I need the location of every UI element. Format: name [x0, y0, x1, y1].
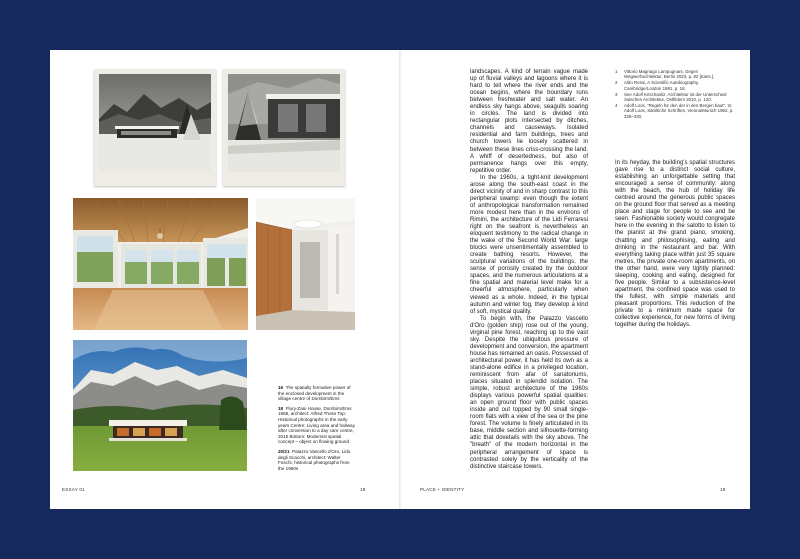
- paragraph: landscapes. A kind of terrain vague made up of fluvial valleys and lagoons where it is hard to tell where the river ends and the ocean begins, where the boundary runs between freshwater and salt water. An endless sky hangs above, seagulls soaring in circles. The land is divided into rectangular plots intersected by ditches, channels and causeways. Isolated residential and farm buildings, trees and church towers lie loosely scattered in between these lines criss-crossing the land. A whiff of desertedness, but also of permanence hangs over this empty, repetitive order.: [470, 69, 588, 174]
- footnote: 2 Aldo Rossi, A Scientific Autobiography, Cambridge/London 1981, p. 16.: [615, 80, 699, 91]
- footnote: 1 Vittorio Magnago Lampugnani, Gegen Wegwerfarchitektur, Berlin 2023, p. 82 [trans.].: [615, 69, 715, 80]
- caption-16: 16 The spatially formative power of the enclosed development in the village centre of Dornbirn/Ems: [278, 385, 351, 402]
- left-footer-section: ESSAY 01: [62, 487, 85, 492]
- body-column-1: [470, 69, 588, 471]
- caption-20-21: 20/21 Palazzo Vascello d'Oro, Lido degli Scacchi, architect: Walter Foschi; historical photographs from the 1960s: [278, 448, 351, 471]
- footnotes: [615, 69, 737, 120]
- caption-18: 18 Flury-Zani House, Dornbirn/Ems 1965, architect: Alfred Thoss Top: Historical photographs in the early years Centre: Living area and hallway after conversion to a day care centre, 2015 Bottom: Modernist spatial concept – object on flowing ground: [278, 405, 355, 445]
- interior-living-area-photo: [73, 198, 248, 330]
- right-page-number: 19: [720, 487, 726, 492]
- interior-hallway-photo: [256, 198, 355, 330]
- exterior-mountain-house-photo: [73, 340, 247, 471]
- historical-photo-2: [223, 69, 345, 186]
- paragraph: In the 1960s, a tight-knit development arose along the south-east coast in the direct vicinity of and in sharp contrast to this peripheral swamp: even though the extent of anthropological transformation remained more modest here than in the environs of Rimini, the architecture of the Lidi Ferraresi right on the seafront is nevertheless an eloquent testimony to the radical change in the wake of the Second World War: large blocks were unsentimentally assembled to create bathing resorts. However, the sculptural variations of the buildings, the sense of porosity created by the outdoor spaces, and the numerous articulations at a fine spatial and material level make for a cheerful atmosphere, particularly when viewed as a whole. Indeed, in the typical autumn and winter fog, they develop a kind of soft, mystical quality.: [470, 174, 588, 315]
- footnote: 4 Adolf Loos, "Regeln für den der in den Bergen baut". In: Adolf Loos, Sämtliche Schriften, Vienna/Munich 1962, p. 329–330.: [615, 103, 734, 119]
- footnote: 3 See Adolf Krischanitz, Architektur ist der Unterschied zwischen Architektur, Ostfildern 2010, p. 120.: [615, 91, 727, 103]
- paragraph: To begin with, the Palazzo Vascello d'Oro (golden ship) rose out of the young, virginal pine forest, reaching up to the vast sky. Despite the ubiquitous pressure of development and conversion, the apartment house has remained an oasis. Possessed of architectural power, it has held its own as a stand-alone edifice in a privileged location, reminiscent from afar of sanatoriums, places situated in splendid isolation. The simple, robust architecture of the 1960s displays various powerful spatial qualities: an open ground floor with public spaces inside and out topped by 90 small single-room flats with a view of the sea or the pine forest. The volume is finely articulated in its base, middle section and silhouette-forming attic that dovetails with the sky above. The "breath" of the modern horizontal in the peripheral arrangement of space is contrasted solely by the verticality of the distinctive staircase towers.: [470, 315, 588, 470]
- body-column-2: [615, 160, 735, 329]
- right-footer-section: PLACE + IDENTITY: [420, 487, 465, 492]
- magazine-spread: [50, 50, 750, 509]
- paragraph: In its heyday, the building's spatial structures gave rise to a distinct social culture, establishing an unforgettable setting that encouraged a sense of community: along with the beach, the hub of holiday life centred around the generous public spaces on the ground floor that served as a meeting place and stage for people to see and be seen. Fashionable society would congregate here in the evening in the salotto to listen to the pianist at the grand piano, smoking, chatting and philosophising, eating and drinking in the restaurant and bar. With everything taking place within just 35 square metres, the private one-room apartments, on the other hand, were very tightly planned: sleeping, cooking and eating, designed for five people. Similar to a subsistence-level apartment, the confined space was used to the fullest, with simple materials and pleasant proportions. This reduction of the private to a minimum made space for collective experience, for new forms of living together during the holidays.: [615, 160, 735, 329]
- photo-captions: [278, 385, 356, 475]
- spine-gutter: [399, 50, 402, 509]
- left-page-number: 18: [360, 487, 366, 492]
- historical-photo-1: [94, 69, 216, 186]
